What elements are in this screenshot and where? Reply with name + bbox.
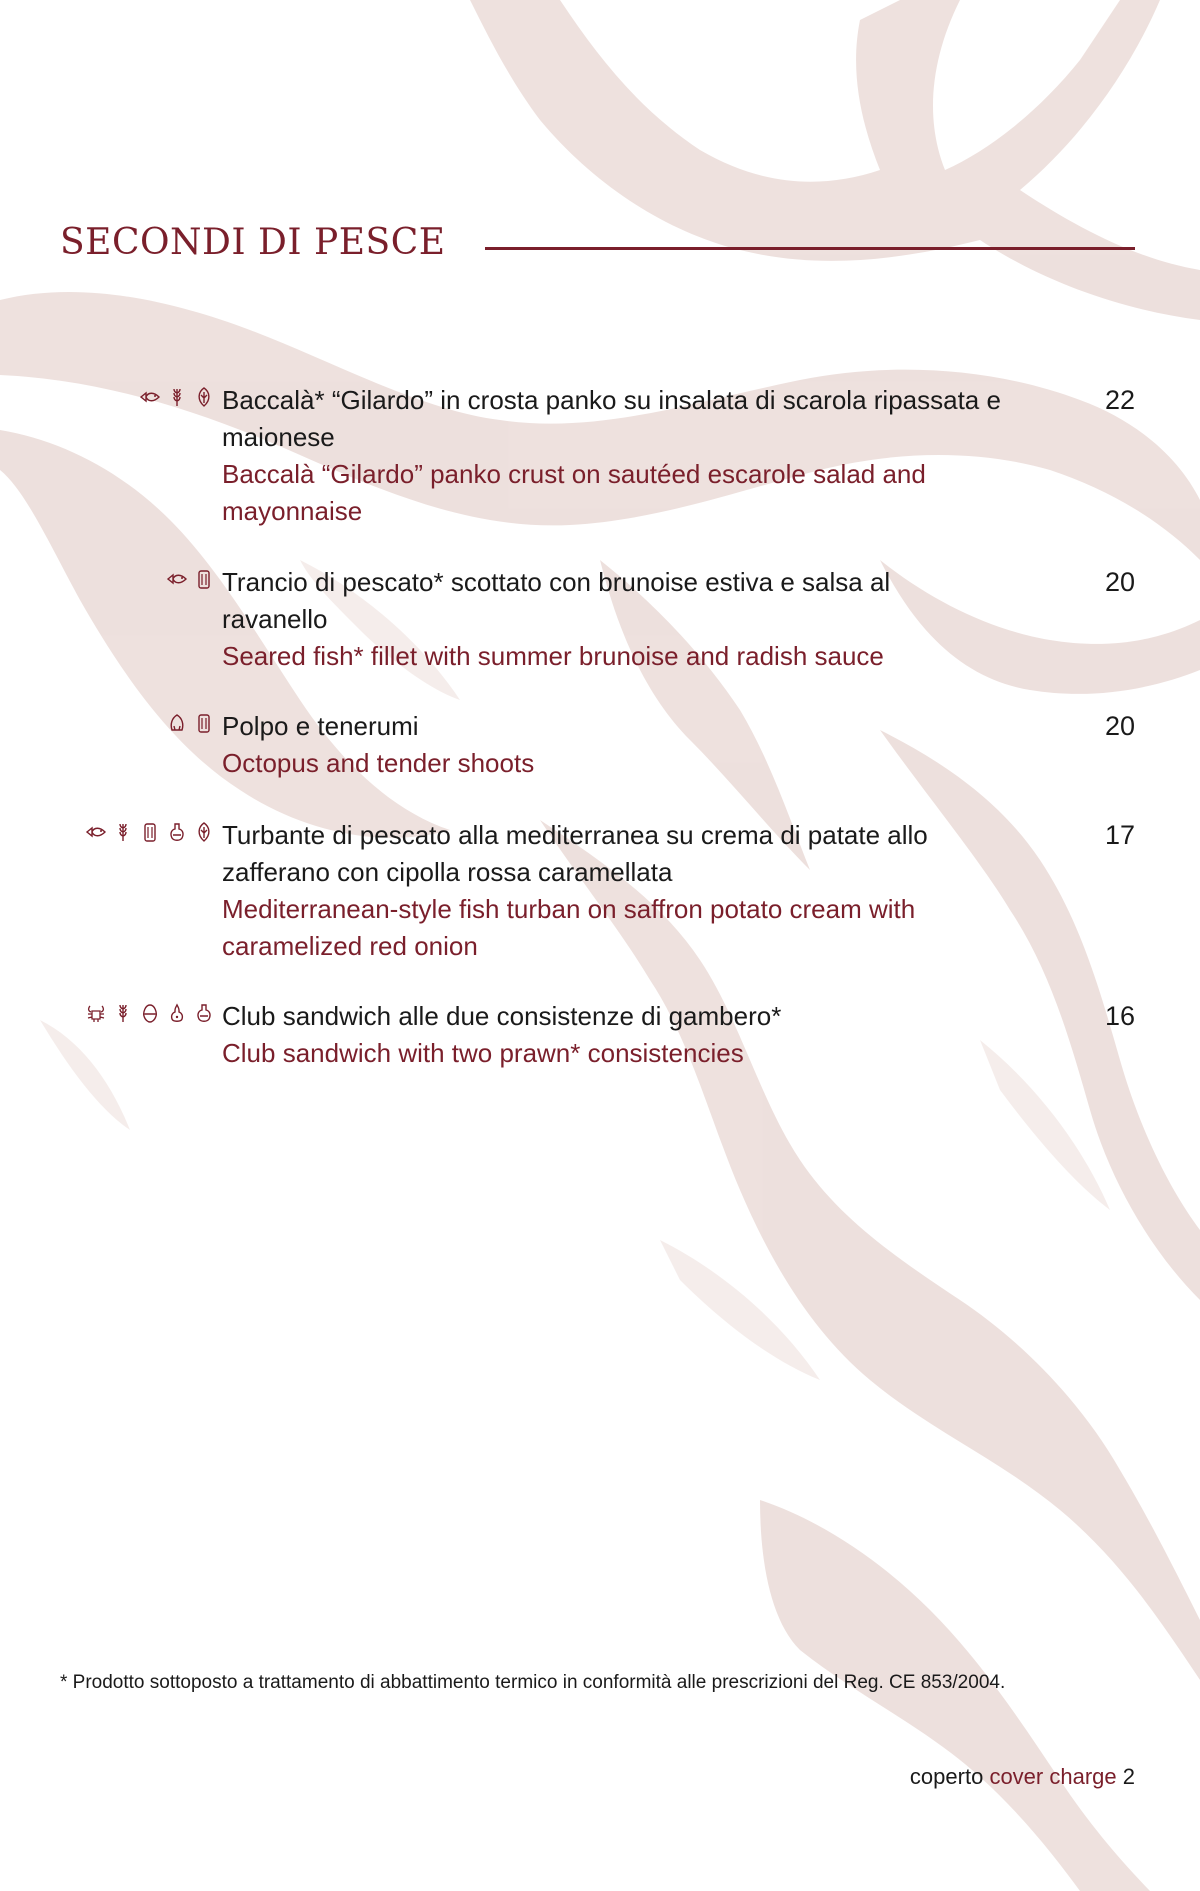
cover-charge [910, 1764, 1135, 1790]
crustacean-icon [85, 1002, 107, 1024]
dish-description [222, 564, 1002, 675]
egg-icon [139, 1002, 161, 1024]
allergen-icons [85, 821, 215, 843]
fish-icon [139, 386, 161, 408]
dish-name-italian: Turbante di pescato alla mediterranea su crema di patate allo zafferano con cipolla rossa caramellata [222, 820, 928, 887]
allergen-icons [139, 386, 215, 408]
allergen-icons [85, 1002, 215, 1024]
fish-icon [166, 568, 188, 590]
cover-charge-price: 2 [1122, 1764, 1135, 1789]
dish-price: 20 [1104, 567, 1135, 597]
dish-description [222, 708, 1002, 782]
cover-charge-label-english: cover charge [989, 1764, 1117, 1789]
dish-description [222, 998, 1002, 1072]
dish-name-italian: Club sandwich alle due consistenze di gambero* [222, 1001, 782, 1031]
fish-icon [85, 821, 107, 843]
section-title: SECONDI DI PESCE [60, 222, 446, 263]
dish-name-italian: Trancio di pescato* scottato con brunoise estiva e salsa al ravanello [222, 567, 891, 634]
celery-icon [193, 712, 215, 734]
title-divider [485, 247, 1135, 250]
wheat-icon [112, 1002, 134, 1024]
almond-icon [193, 386, 215, 408]
celery-icon [193, 568, 215, 590]
dish-price: 17 [1104, 820, 1135, 850]
dish-name-italian: Baccalà* “Gilardo” in crosta panko su insalata di scarola ripassata e maionese [222, 385, 1001, 452]
dish-price: 20 [1104, 711, 1135, 741]
allergen-icons [166, 712, 215, 734]
dish-name-english: Seared fish* fillet with summer brunoise and radish sauce [222, 641, 884, 671]
dish-price: 22 [1104, 385, 1135, 415]
wheat-icon [112, 821, 134, 843]
almond-icon [193, 821, 215, 843]
freezing-footnote: * Prodotto sottoposto a trattamento di abbattimento termico in conformità alle prescrizioni del Reg. CE 853/2004. [60, 1672, 1006, 1693]
allergen-icons [166, 568, 215, 590]
dish-price: 16 [1104, 1001, 1135, 1031]
mollusc-icon [166, 712, 188, 734]
celery-icon [139, 821, 161, 843]
dish-name-english: Mediterranean-style fish turban on saffron potato cream with caramelized red onion [222, 894, 916, 961]
wheat-icon [166, 386, 188, 408]
dish-name-italian: Polpo e tenerumi [222, 711, 419, 741]
sesame-icon [166, 1002, 188, 1024]
dish-name-english: Club sandwich with two prawn* consistencies [222, 1038, 744, 1068]
dish-description [222, 382, 1002, 530]
dish-name-english: Baccalà “Gilardo” panko crust on sautéed escarole salad and mayonnaise [222, 459, 926, 526]
mustard-icon [166, 821, 188, 843]
mustard-icon [193, 1002, 215, 1024]
dish-name-english: Octopus and tender shoots [222, 748, 535, 778]
cover-charge-label-italian: coperto [909, 1764, 984, 1789]
dish-description [222, 817, 1002, 965]
